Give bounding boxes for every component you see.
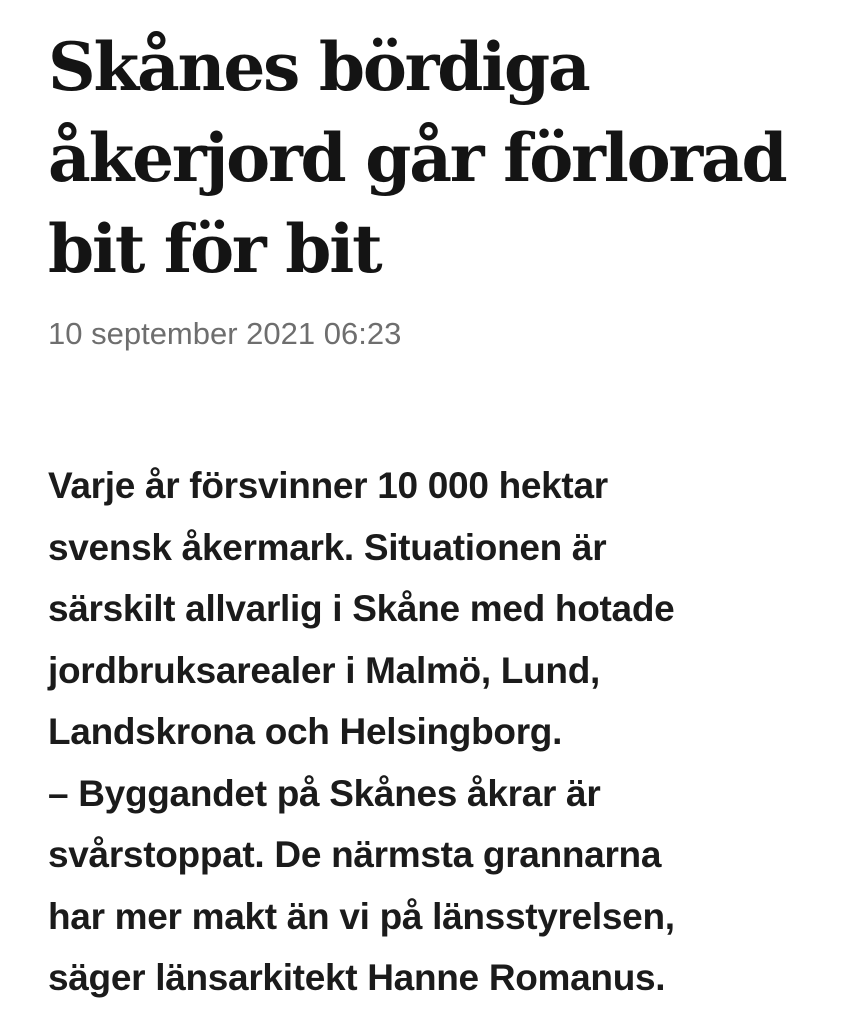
lead-line: särskilt allvarlig i Skåne med hotade [48,588,675,629]
headline-line: bit för bit [48,210,381,288]
article-lead [48,455,838,1009]
headline-line: åkerjord går förlorad [48,119,786,197]
lead-line: svårstoppat. De närmsta grannarna [48,834,662,875]
headline-line: Skånes bördiga [48,28,589,106]
lead-line: Landskrona och Helsingborg. [48,711,563,752]
lead-line: Varje år försvinner 10 000 hektar [48,465,608,506]
publish-date: 10 september 2021 06:23 [48,316,402,351]
lead-line: säger länsarkitekt Hanne Romanus. [48,957,666,998]
article-headline [48,0,838,295]
lead-line: – Byggandet på Skånes åkrar är [48,772,601,814]
article [48,0,838,998]
lead-line: svensk åkermark. Situationen är [48,526,607,568]
lead-line: jordbruksarealer i Malmö, Lund, [48,649,600,691]
lead-line: har mer makt än vi på länsstyrelsen, [48,895,675,937]
